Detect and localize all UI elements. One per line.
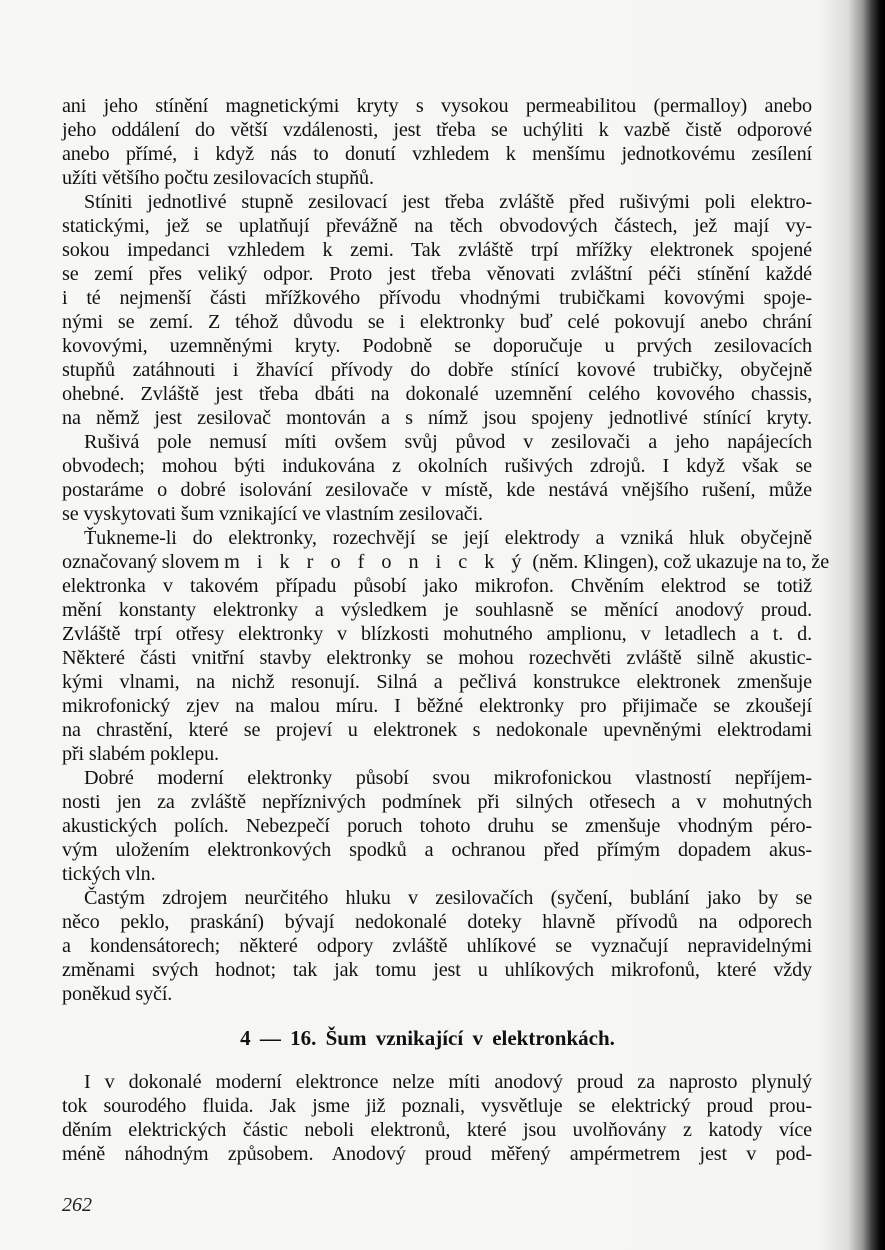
text-line: kými vlnami, na nichž resonují. Silná a pečlivá konstrukce elektronek zmenšuje	[62, 671, 812, 693]
text-line-spaced	[62, 550, 830, 574]
text-line: I v dokonalé moderní elektronce nelze míti anodový proud za naprosto plynulý	[84, 1071, 812, 1093]
text-line: Některé části vnitřní stavby elektronky se mohou rozechvěti zvláště silně akustic-	[62, 647, 812, 669]
section-heading: 4 — 16. Šum vznikající v elektronkách.	[240, 1026, 615, 1050]
text-line: statickými, jež se uplatňují převážně na těch obvodových částech, jež mají vy-	[62, 215, 812, 237]
text-line: tok sourodého fluida. Jak jsme již poznali, vysvětluje se elektrický proud prou-	[62, 1095, 812, 1117]
text-line: Zvláště trpí otřesy elektronky v blízkosti mohutného amplionu, v letadlech a t. d.	[62, 623, 812, 645]
text-line: a kondensátorech; některé odpory zvláště uhlíkové se vyznačují nepravidelnými	[62, 935, 812, 957]
text-line: stupňů zatáhnouti i žhavící přívody do dobře stínící kovové trubičky, obyčejně	[62, 359, 812, 381]
paragraph-4	[62, 526, 830, 766]
paragraph-6	[62, 886, 812, 1006]
text-line: ohebné. Zvláště jest třeba dbáti na dokonalé uzemnění celého kovového chassis,	[62, 383, 812, 405]
paragraph-2	[62, 190, 812, 430]
text-line: Častým zdrojem neurčitého hluku v zesilovačích (syčení, bublání jako by se	[84, 887, 812, 909]
text-line: méně náhodným způsobem. Anodový proud měřený ampérmetrem jest v pod-	[62, 1143, 812, 1165]
text-line: sokou impedanci vzhledem k zemi. Tak zvláště trpí mřížky elektronek spojené	[62, 239, 812, 261]
text-line: nosti jen za zvláště nepříznivých podmínek při silných otřesech a v mohutných	[62, 791, 812, 813]
text-line: vým uložením elektronkových spodků a ochranou před přímým dopadem akus-	[62, 839, 812, 861]
text-fragment: označovaný slovem	[62, 551, 225, 573]
text-line: užíti většího počtu zesilovacích stupňů.	[62, 167, 374, 189]
text-line: tických vln.	[62, 863, 156, 885]
paragraph-5	[62, 766, 812, 886]
text-line: se zemí přes veliký odpor. Proto jest třeba věnovati zvláštní péči stínění každé	[62, 263, 812, 285]
body-text-bottom	[62, 1070, 812, 1166]
paragraph-3	[62, 430, 812, 526]
text-line: se vyskytovati šum vznikající ve vlastním zesilovači.	[62, 503, 483, 525]
text-line: na chrastění, které se projeví u elektronek s nedokonale upevněnými elektrodami	[62, 719, 812, 741]
text-line: kovovými, uzemněnými kryty. Podobně se doporučuje u prvých zesilovacích	[62, 335, 812, 357]
text-line: poněkud syčí.	[62, 983, 173, 1005]
text-line: obvodech; mohou býti indukována z okolních rušivých zdrojů. I když však se	[62, 455, 812, 477]
text-line: Ťukneme-li do elektronky, rozechvějí se její elektrody a vzniká hluk obyčejně	[84, 527, 812, 549]
text-line: něco peklo, praskání) bývají nedokonalé doteky hlavně přívodů na odporech	[62, 911, 812, 933]
text-line: děním elektrických částic neboli elektronů, které jsou uvolňovány z katody více	[62, 1119, 812, 1141]
paragraph-7	[62, 1070, 812, 1166]
spaced-term: m i k r o f o n i c k ý	[224, 551, 528, 573]
text-line: i té nejmenší části mřížkového přívodu vhodnými trubičkami kovovými spoje-	[62, 287, 812, 309]
text-line: akustických polích. Nebezpečí poruch tohoto druhu se zmenšuje vhodným péro-	[62, 815, 812, 837]
text-line: při slabém poklepu.	[62, 743, 219, 765]
text-fragment: (něm. Klingen), což ukazuje na to, že	[527, 551, 830, 573]
text-line: Dobré moderní elektronky působí svou mikrofonickou vlastností nepříjem-	[84, 767, 812, 789]
body-text-top	[62, 94, 830, 1006]
text-line: na němž jest zesilovač montován a s nímž jsou spojeny jednotlivé stínící kryty.	[62, 407, 812, 429]
text-line: ani jeho stínění magnetickými kryty s vysokou permeabilitou (permalloy) anebo	[62, 95, 812, 117]
text-line: elektronka v takovém případu působí jako mikrofon. Chvěním elektrod se totiž	[62, 575, 812, 597]
text-line: změnami svých hodnot; tak jak tomu jest u uhlíkových mikrofonů, které vždy	[62, 959, 812, 981]
text-line: mění konstanty elektronky a výsledkem je souhlasně se měnící anodový proud.	[62, 599, 812, 621]
text-line: postaráme o dobré isolování zesilovače v místě, kde nestává vnějšího rušení, může	[62, 479, 812, 501]
text-line: mikrofonický zjev na malou míru. I běžné elektronky pro přijimače se zkoušejí	[62, 695, 812, 717]
page-number: 262	[62, 1194, 92, 1216]
text-line: anebo přímé, i když nás to donutí vzhledem k menšímu jednotkovému zesílení	[62, 143, 812, 165]
text-line: jeho oddálení do větší vzdálenosti, jest třeba se uchýliti k vazbě čistě odporové	[62, 119, 812, 141]
paragraph-1	[62, 94, 812, 190]
text-line: nými se zemí. Z téhož důvodu se i elektronky buď celé pokovují anebo chrání	[62, 311, 812, 333]
text-line: Rušivá pole nemusí míti ovšem svůj původ v zesilovači a jeho napájecích	[84, 431, 812, 453]
text-line: Stíniti jednotlivé stupně zesilovací jest třeba zvláště před rušivými poli elektro-	[84, 191, 812, 213]
